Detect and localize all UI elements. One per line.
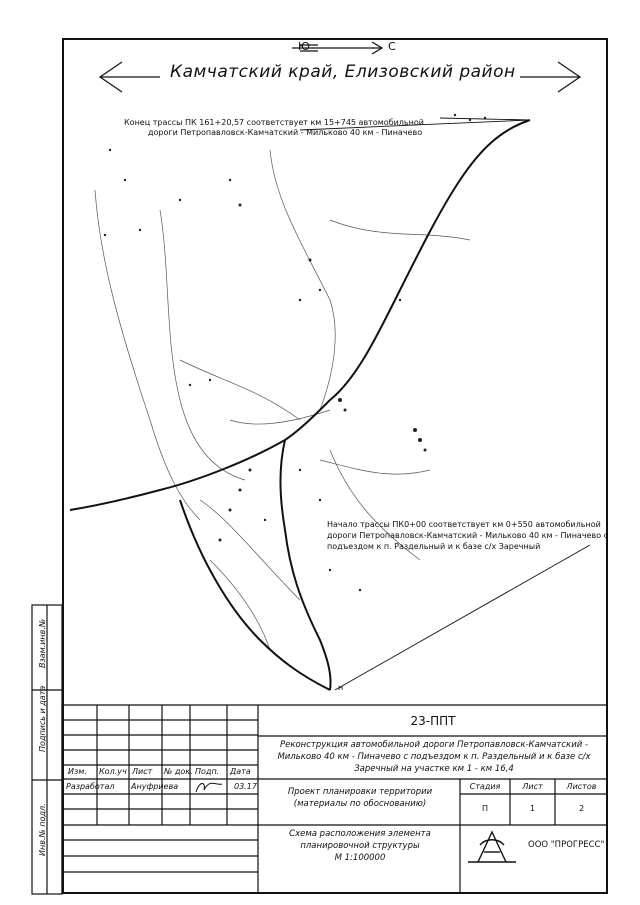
scheme-line-2: планировочной структуры bbox=[300, 841, 420, 851]
south-letter: Ю bbox=[298, 40, 310, 53]
project-type-line-1: Проект планировки территории bbox=[287, 787, 433, 797]
header-date: Дата bbox=[230, 767, 251, 776]
header-sign: Подп. bbox=[195, 767, 220, 776]
object-title-line-1: Реконструкция автомобильной дороги Петропавловск-Камчатский - bbox=[279, 740, 589, 750]
header-sheet: Лист bbox=[132, 767, 153, 776]
sheets-value: 2 bbox=[578, 804, 585, 813]
side-label-inventory: Инв.№ подл. bbox=[38, 803, 47, 856]
end-note-line-1: Конец трассы ПК 161+20,57 соответствует км 15+745 автомобильной bbox=[124, 118, 424, 127]
stage-value: П bbox=[481, 804, 488, 813]
header-doc: № док. bbox=[164, 767, 193, 776]
header-change: Изм. bbox=[68, 767, 87, 776]
project-type-line-2: (материалы по обоснованию) bbox=[293, 799, 427, 809]
end-note-line-2: дороги Петропавловск-Камчатский - Мильково 40 км - Пиначево bbox=[148, 128, 423, 137]
company-name: ООО "ПРОГРЕСС" bbox=[528, 840, 605, 850]
developer-name: Ануфриева bbox=[131, 782, 179, 791]
start-note-line-3: подъездом к п. Раздельный и к базе с/х Заречный bbox=[327, 542, 541, 551]
region-title: Камчатский край, Елизовский район bbox=[170, 62, 516, 82]
header-count: Кол.уч bbox=[99, 767, 127, 776]
sheet-value: 1 bbox=[529, 804, 536, 813]
stage-header: Стадия bbox=[469, 782, 501, 791]
object-title-line-2: Мильково 40 км - Пиначево с подъездом к п. Раздельный и к базе с/х bbox=[277, 752, 591, 762]
side-label-replace: Взам.инв.№ bbox=[38, 618, 47, 668]
sheets-header: Листов bbox=[566, 782, 597, 791]
start-note-line-1: Начало трассы ПК0+00 соответствует км 0+550 автомобильной bbox=[327, 520, 601, 529]
sheet-header: Лист bbox=[522, 782, 543, 791]
scheme-line-1: Схема расположения элемента bbox=[289, 829, 431, 839]
project-code: 23-ППТ bbox=[410, 713, 456, 728]
start-note-line-2: дороги Петропавловск-Камчатский - Мильково 40 км - Пиначево с bbox=[327, 531, 609, 540]
side-label-sign-date: Подпись и дата bbox=[38, 685, 47, 752]
scheme-scale: М 1:100000 bbox=[334, 853, 386, 863]
object-title-line-3: Заречный на участке км 1 - км 16,4 bbox=[354, 764, 514, 774]
developer-label: Разработал bbox=[66, 782, 115, 791]
developer-date: 03.17 bbox=[234, 782, 257, 791]
north-letter: С bbox=[388, 40, 396, 53]
route-marker-label: н bbox=[338, 683, 344, 692]
